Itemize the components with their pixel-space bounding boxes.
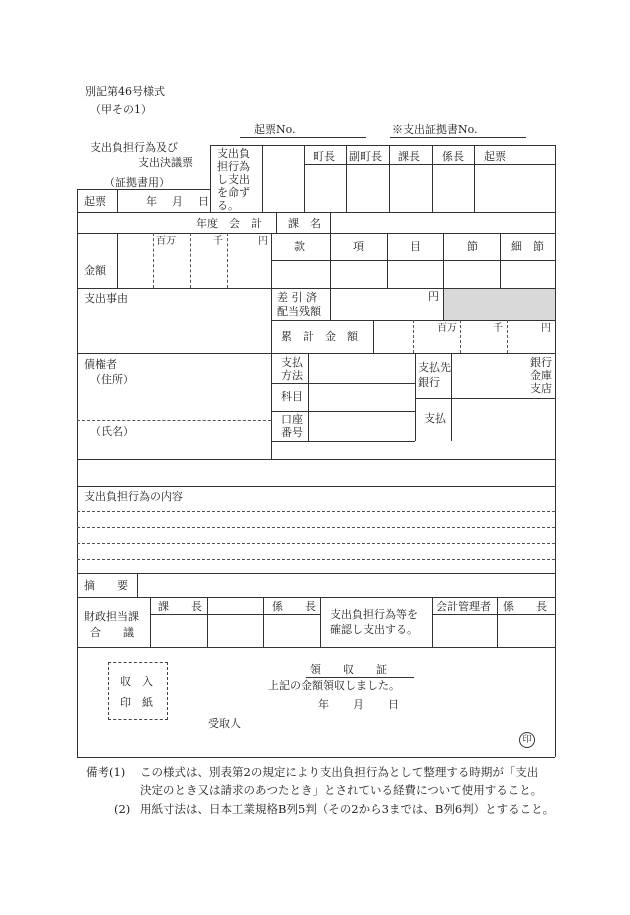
form-subtitle: （甲その1） [90, 103, 152, 116]
bank-label-2: 銀行 [418, 376, 440, 389]
cumulative-label: 累 計 金 額 [281, 330, 358, 343]
remaining-label-2: 配当残額 [277, 305, 321, 318]
cumulative-unit-thousand: 千 [493, 323, 503, 334]
note-2-label: (2) [114, 802, 131, 816]
receipt-body: 上記の金額領収しました。 [268, 679, 400, 692]
receipt-month: 月 [353, 698, 364, 711]
pay-method-2: 方法 [281, 369, 303, 382]
form-number: 別記第46号様式 [85, 85, 165, 98]
remaining-label-1: 差 引 済 [277, 291, 317, 304]
payment-label: 支払 [424, 412, 446, 425]
cumulative-unit-yen: 円 [541, 323, 551, 334]
shokyo-no-label: ※支出証拠書No. [392, 123, 478, 136]
note-1-text-b: 決定のとき又は請求のあつたとき」とされている経費について使用すること。 [140, 783, 543, 797]
form-title-line2: 支出決議票 [138, 156, 193, 169]
pay-method-1: 支払 [281, 356, 303, 369]
creditor-address: （住所） [90, 373, 134, 386]
recipient-label: 受取人 [208, 717, 241, 730]
amount-unit-yen: 円 [258, 236, 268, 247]
stamp-label-1: 収 入 [120, 675, 153, 688]
remaining-yen: 円 [428, 290, 439, 303]
finance-kakaricho2: 係 長 [503, 600, 547, 613]
amount-unit-million: 百万 [156, 236, 176, 247]
command-label-5: る。 [217, 199, 239, 212]
approval-fukuchokyo: 副町長 [349, 150, 382, 163]
amount-label: 金額 [84, 264, 106, 277]
content-label: 支出負担行為の内容 [84, 490, 183, 503]
note-1-text-a: この様式は、別表第2の規定により支出負担行為として整理する時期が「支出 [140, 765, 539, 779]
approval-kakaricho: 係長 [442, 150, 464, 163]
stamp-label-2: 印 紙 [120, 696, 153, 709]
account-2: 番号 [281, 426, 303, 439]
fiscal-kamei: 課 名 [288, 217, 321, 230]
receipt-title: 領 収 証 [310, 663, 387, 676]
finance-kakaricho: 係 長 [272, 600, 316, 613]
confirm-2: 確認し支出する。 [330, 623, 418, 636]
bank-type-kinko: 金庫 [530, 369, 552, 382]
note-1-label: 備考(1) [86, 765, 126, 779]
summary-label: 摘 要 [84, 579, 128, 592]
kihyo-date-label: 起票 [84, 195, 106, 208]
cat-ko: 項 [353, 240, 364, 253]
creditor-item: 科目 [281, 390, 303, 403]
bank-type-bank: 銀行 [530, 356, 552, 369]
cat-kan: 款 [294, 240, 305, 253]
command-label-3: し支出 [217, 173, 250, 186]
fiscal-kaikei: 会 計 [229, 217, 262, 230]
kihyo-no-label: 起票No. [254, 123, 296, 136]
note-2-text: 用紙寸法は、日本工業規格B列5判（その2から3までは、B列6判）とすること。 [140, 802, 555, 816]
cat-setsu: 節 [467, 240, 478, 253]
creditor-name: （氏名） [90, 425, 134, 438]
confirm-1: 支出負担行為等を [330, 608, 418, 621]
reason-label: 支出事由 [84, 292, 128, 305]
kihyo-day: 日 [198, 195, 209, 208]
kihyo-month: 月 [172, 195, 183, 208]
bank-label-1: 支払先 [418, 361, 451, 374]
creditor-label: 債権者 [84, 358, 117, 371]
finance-kacho: 課 長 [158, 600, 202, 613]
account-1: 口座 [281, 413, 303, 426]
command-label-2: 担行為 [217, 160, 250, 173]
kihyo-year: 年 [146, 195, 157, 208]
approval-kihyo: 起票 [484, 150, 506, 163]
cat-moku: 目 [410, 240, 421, 253]
command-label-4: を命ず [217, 186, 250, 199]
cat-saisetsu: 細 節 [511, 240, 544, 253]
finance-label-1: 財政担当課 [84, 610, 139, 623]
fiscal-nendo: 年度 [196, 217, 218, 230]
receipt-year: 年 [318, 698, 329, 711]
approval-chokyo: 町長 [313, 150, 335, 163]
form-title-line3: （証拠書用） [104, 176, 170, 189]
form-title-line1: 支出負担行為及び [90, 141, 178, 154]
cumulative-unit-million: 百万 [437, 323, 457, 334]
receipt-day: 日 [388, 698, 399, 711]
finance-label-2: 合 議 [90, 626, 134, 639]
approval-kacho: 課長 [398, 150, 420, 163]
command-label-1: 支出負 [217, 147, 250, 160]
amount-unit-thousand: 千 [213, 236, 223, 247]
kaikei-kanrisha: 会計管理者 [436, 600, 491, 613]
bank-type-branch: 支店 [530, 382, 552, 395]
seal-icon: 印 [519, 732, 535, 748]
